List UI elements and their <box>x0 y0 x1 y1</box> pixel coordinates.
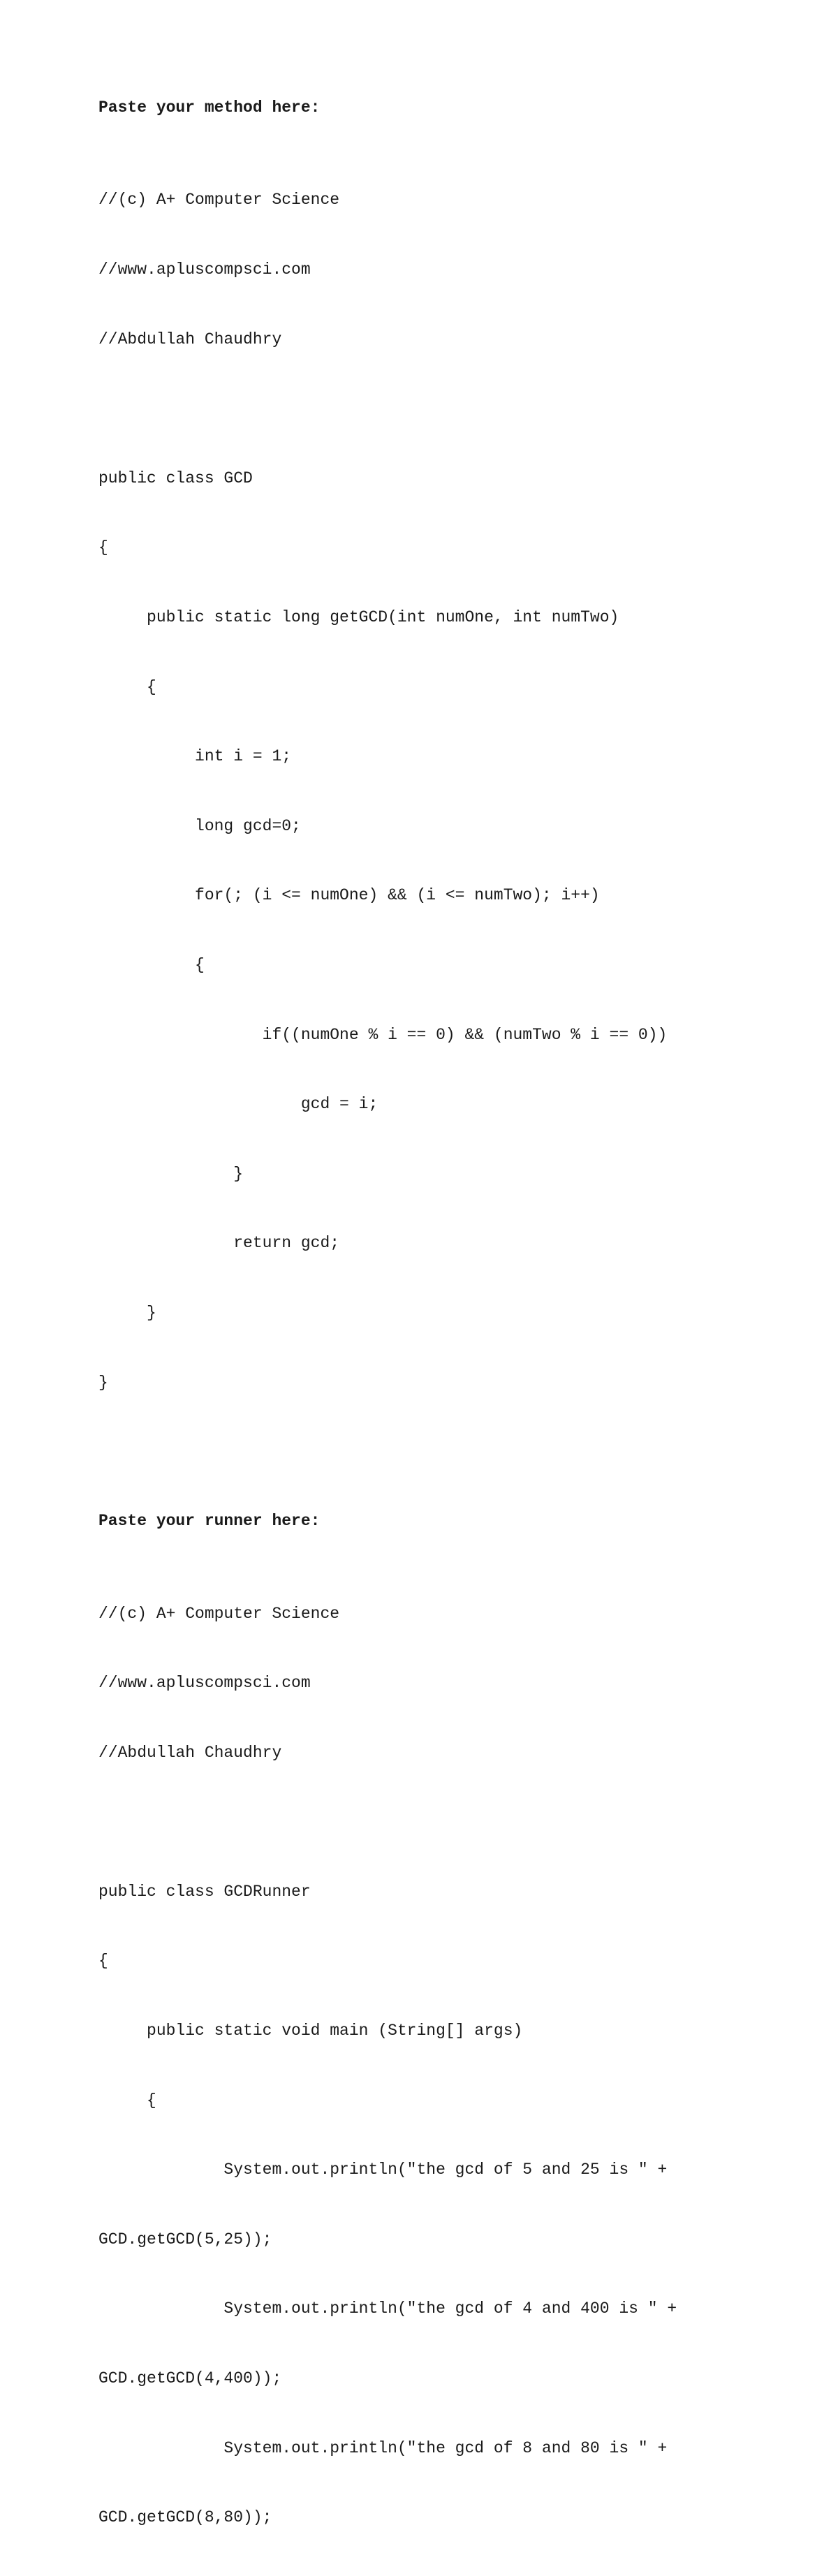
code-line <box>98 1811 797 1834</box>
code-line: GCD.getGCD(8,80)); <box>98 2508 272 2527</box>
runner-code-block <box>98 1556 797 2576</box>
code-line: GCD.getGCD(5,25)); <box>98 2230 272 2249</box>
code-line: { <box>98 538 108 557</box>
spacer <box>98 1441 797 1510</box>
code-line: public static long getGCD(int numOne, int numTwo) <box>98 608 619 626</box>
method-heading: Paste your method here: <box>98 98 321 117</box>
code-line: //(c) A+ Computer Science <box>98 1604 340 1623</box>
code-line: public class GCDRunner <box>98 1882 311 1901</box>
code-line: GCD.getGCD(4,400)); <box>98 2369 282 2388</box>
runner-heading: Paste your runner here: <box>98 1512 321 1531</box>
code-line: public static void main (String[] args) <box>98 2022 523 2040</box>
code-line: { <box>98 955 205 974</box>
code-line <box>98 397 797 420</box>
code-line: { <box>98 677 156 696</box>
code-line: long gcd=0; <box>98 816 301 835</box>
code-line: //www.apluscompsci.com <box>98 260 311 279</box>
spacer <box>98 119 797 142</box>
code-line: } <box>98 1164 244 1183</box>
code-line: System.out.println("the gcd of 5 and 25 is " + <box>98 2161 668 2179</box>
code-line: { <box>98 2091 156 2110</box>
code-line: //Abdullah Chaudhry <box>98 330 282 348</box>
code-line: { <box>98 1952 108 1971</box>
code-line: for(; (i <= numOne) && (i <= numTwo); i++) <box>98 886 600 905</box>
code-line: //Abdullah Chaudhry <box>98 1743 282 1762</box>
code-line: if((numOne % i == 0) && (numTwo % i == 0)) <box>98 1025 668 1044</box>
code-line: public class GCD <box>98 469 253 487</box>
code-line: System.out.println("the gcd of 8 and 80 is " + <box>98 2438 668 2457</box>
code-line: return gcd; <box>98 1234 340 1253</box>
code-line: gcd = i; <box>98 1095 378 1114</box>
method-code-block <box>98 142 797 1441</box>
code-line: } <box>98 1373 108 1392</box>
spacer <box>98 1533 797 1556</box>
document-page <box>98 96 797 2576</box>
code-line: System.out.println("the gcd of 4 and 400 is " + <box>98 2299 677 2318</box>
code-line: int i = 1; <box>98 747 292 766</box>
code-line: //(c) A+ Computer Science <box>98 191 340 209</box>
code-line: } <box>98 1303 156 1322</box>
code-line: //www.apluscompsci.com <box>98 1674 311 1693</box>
